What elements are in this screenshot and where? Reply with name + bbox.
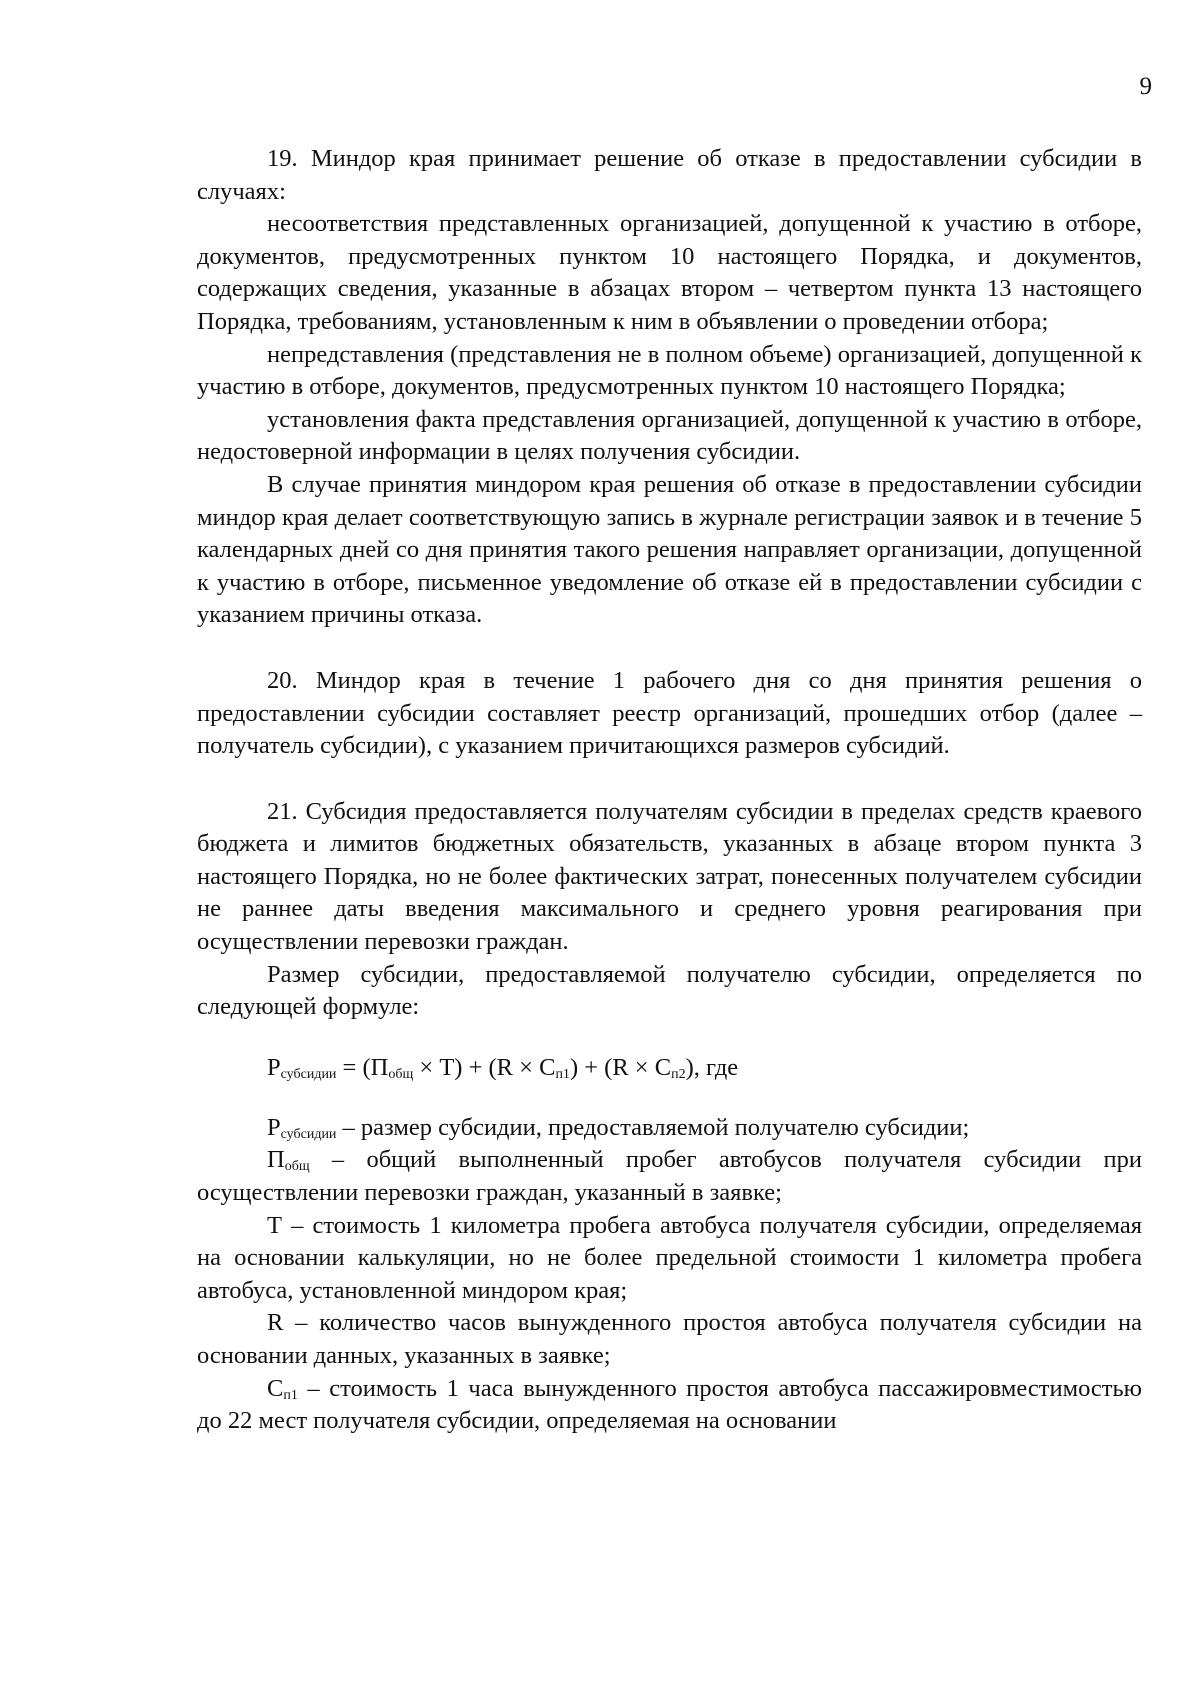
page-number: 9 <box>1139 73 1152 100</box>
document-body <box>197 143 1142 1438</box>
definition-t-cost-per-km: Т – стоимость 1 километра пробега автобуса получателя субсидии, определяемая на основании калькуляции, но не более предельной стоимости 1 километра пробега автобуса, установленной миндором края; <box>197 1211 1142 1304</box>
paragraph-21-formula-intro: Размер субсидии, предоставляемой получателю субсидии, определяется по следующей формуле: <box>197 960 1142 1021</box>
paragraph-21: 21. Субсидия предоставляется получателям субсидии в пределах средств краевого бюджета и лимитов бюджетных обязательств, указанных в абзаце втором пункта 3 настоящего Порядка, но не более фактических затрат, понесенных получателем субсидии не раннее даты введения максимального и среднего уровня реагирования при осуществлении перевозки граждан. <box>197 797 1142 956</box>
paragraph-19-item-c: установления факта представления организацией, допущенной к участию в отборе, недостоверной информации в целях получения субсидии. <box>197 405 1142 466</box>
paragraph-19-item-a: несоответствия представленных организацией, допущенной к участию в отборе, документов, предусмотренных пунктом 10 настоящего Порядка, и документов, содержащих сведения, указанные в абзацах втором – четвертом пункта 13 настоящего Порядка, требованиям, установленным к ним в объявлении о проведении отбора; <box>197 210 1142 335</box>
paragraph-19-refusal-notice: В случае принятия миндором края решения об отказе в предоставлении субсидии миндор края делает соответствующую запись в журнале регистрации заявок и в течение 5 календарных дней со дня принятия такого решения направляет организации, допущенной к участию в отборе, письменное уведомление об отказе ей в предоставлении субсидии с указанием причины отказа. <box>197 470 1142 629</box>
definition-r-idle-hours: R – количество часов вынужденного простоя автобуса получателя субсидии на основании данных, указанных в заявке; <box>197 1309 1142 1369</box>
paragraph-19-item-b: непредставления (представления не в полном объеме) организацией, допущенной к участию в отборе, документов, предусмотренных пунктом 10 настоящего Порядка; <box>197 340 1142 401</box>
definition-p-subsidy: $P_{субсидии}$ – размер субсидии, предоставляемой получателю субсидии; <box>267 1113 970 1142</box>
paragraph-20: 20. Миндор края в течение 1 рабочего дня со дня принятия решения о предоставлении субсидии составляет реестр организаций, прошедших отбор (далее – получатель субсидии), с указанием причитающихся размеров субсидий. <box>197 666 1142 760</box>
definition-p-total-mileage: $П_{общ}$ – общий выполненный пробег автобусов получателя субсидии при осуществлении перевозки граждан, указанный в заявке; <box>197 1146 1142 1207</box>
definition-c-p1-idle-cost: $С_{п1}$ – стоимость 1 часа вынужденного простоя автобуса пассажировместимостью до 22 мест получателя субсидии, определяемая на основании <box>197 1374 1142 1435</box>
paragraph-19-intro: 19. Миндор края принимает решение об отказе в предоставлении субсидии в случаях: <box>197 145 1142 205</box>
subsidy-formula: $P_{субсидии} = (П_{общ} \times Т) + (R \times С_{п1}) + (R \times С_{п2})$, где <box>267 1053 739 1082</box>
